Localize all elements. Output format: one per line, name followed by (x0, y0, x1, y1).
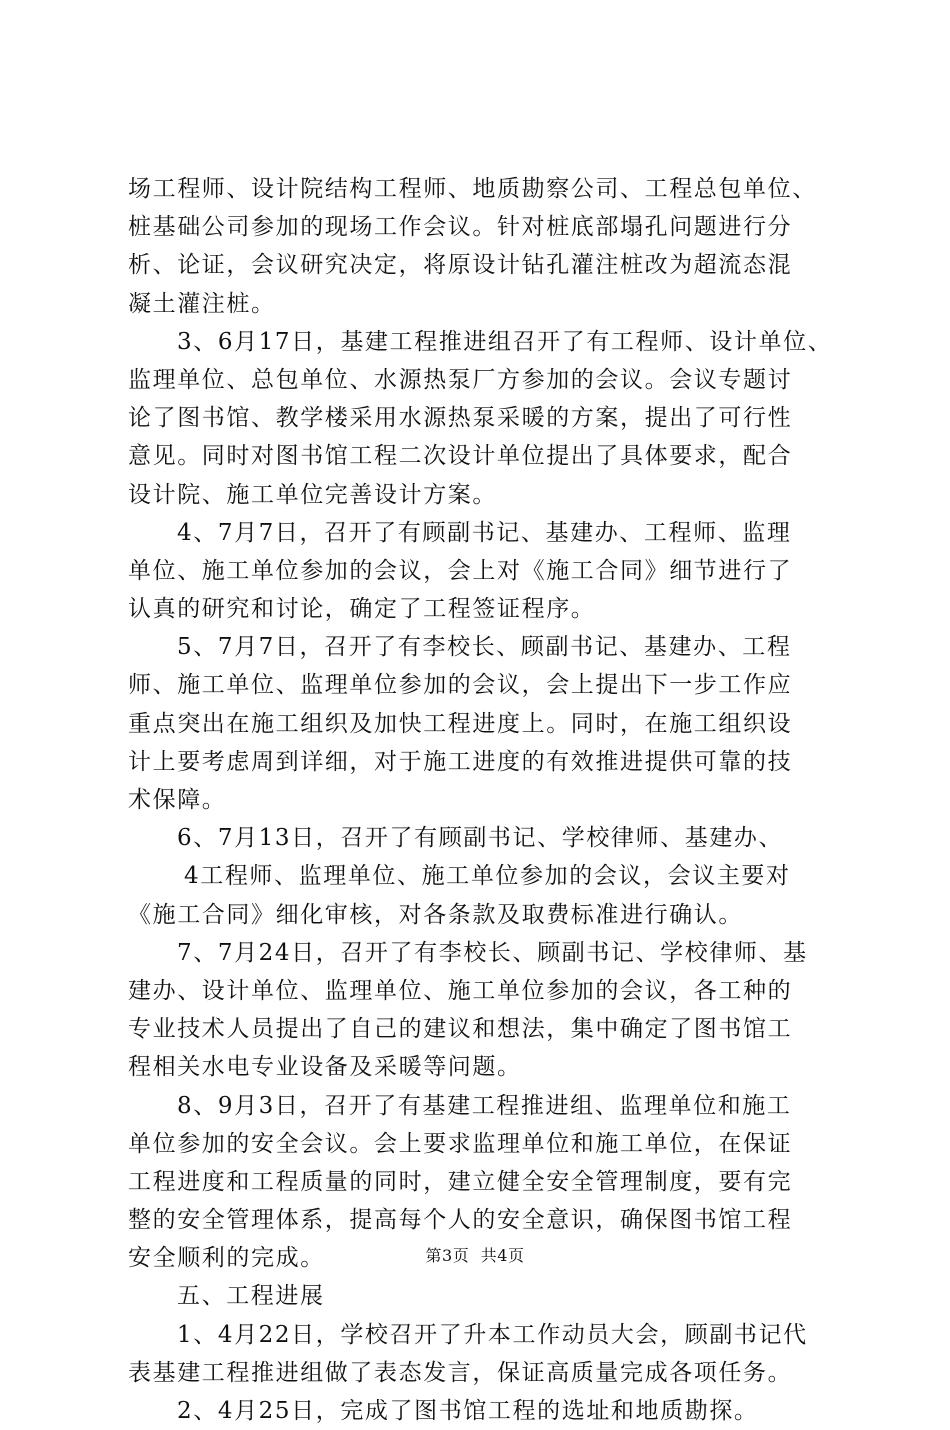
text-line: 认真的研究和讨论，确定了工程签证程序。 (128, 596, 596, 623)
text-line: 单位、施工单位参加的会议，会上对《施工合同》细节进行了 (128, 557, 793, 584)
text-line: 5、7月7日，召开了有李校长、顾副书记、基建办、工程 (177, 634, 792, 661)
text-line: 凝土灌注桩。 (128, 290, 276, 317)
text-line: 7、7月24日，召开了有李校长、顾副书记、学校律师、基 (177, 939, 808, 966)
text-line: 工程进度和工程质量的同时，建立健全安全管理制度，要有完 (128, 1168, 793, 1195)
text-line: 场工程师、设计院结构工程师、地质勘察公司、工程总包单位、 (128, 176, 817, 202)
text-line: 4工程师、监理单位、施工单位参加的会议，会议主要对 (184, 863, 791, 890)
text-line: 建办、设计单位、监理单位、施工单位参加的会议，各工种的 (128, 977, 793, 1004)
text-line: 意见。同时对图书馆工程二次设计单位提出了具体要求，配合 (128, 443, 793, 470)
text-line: 论了图书馆、教学楼采用水源热泵采暖的方案，提出了可行性 (128, 405, 793, 432)
text-line: 2、4月25日，完成了图书馆工程的选址和地质勘探。 (177, 1398, 759, 1424)
text-line: 析、论证，会议研究决定，将原设计钻孔灌注桩改为超流态混 (128, 252, 793, 279)
text-line: 五、工程进展 (177, 1283, 325, 1310)
text-line: 设计院、施工单位完善设计方案。 (128, 481, 497, 508)
text-line: 4、7月7日，召开了有顾副书记、基建办、工程师、监理 (177, 519, 792, 546)
text-line: 监理单位、总包单位、水源热泵厂方参加的会议。会议专题讨 (128, 366, 793, 393)
text-line: 8、9月3日，召开了有基建工程推进组、监理单位和施工 (177, 1092, 792, 1119)
text-line: 单位参加的安全会议。会上要求监理单位和施工单位，在保证 (128, 1130, 793, 1157)
text-line: 师、施工单位、监理单位参加的会议，会上提出下一步工作应 (128, 672, 793, 699)
text-line: 整的安全管理体系，提高每个人的安全意识，确保图书馆工程 (128, 1207, 793, 1234)
text-line: 术保障。 (128, 787, 227, 813)
text-line: 计上要考虑周到详细，对于施工进度的有效推进提供可靠的技 (128, 748, 793, 775)
text-line: 6、7月13日，召开了有顾副书记、学校律师、基建办、 (177, 825, 784, 852)
text-line: 重点突出在施工组织及加快工程进度上。同时，在施工组织设 (128, 710, 793, 737)
text-line: 桩基础公司参加的现场工作会议。针对桩底部塌孔问题进行分 (128, 214, 793, 241)
text-line: 3、6月17日，基建工程推进组召开了有工程师、设计单位、 (177, 328, 833, 355)
document-body (128, 170, 848, 1430)
text-line: 安全顺利的完成。 (128, 1245, 325, 1272)
text-line: 专业技术人员提出了自己的建议和想法，集中确定了图书馆工 (128, 1016, 793, 1043)
page-footer (0, 1246, 950, 1266)
text-line: 1、4月22日，学校召开了升本工作动员大会，顾副书记代 (177, 1321, 808, 1348)
page-number: 第3页 (425, 1246, 470, 1265)
page-total: 共4页 (480, 1246, 525, 1265)
text-line: 程相关水电专业设备及采暖等问题。 (128, 1054, 522, 1081)
text-line: 表基建工程推进组做了表态发言，保证高质量完成各项任务。 (128, 1359, 793, 1386)
text-line: 《施工合同》细化审核，对各条款及取费标准进行确认。 (128, 901, 743, 928)
